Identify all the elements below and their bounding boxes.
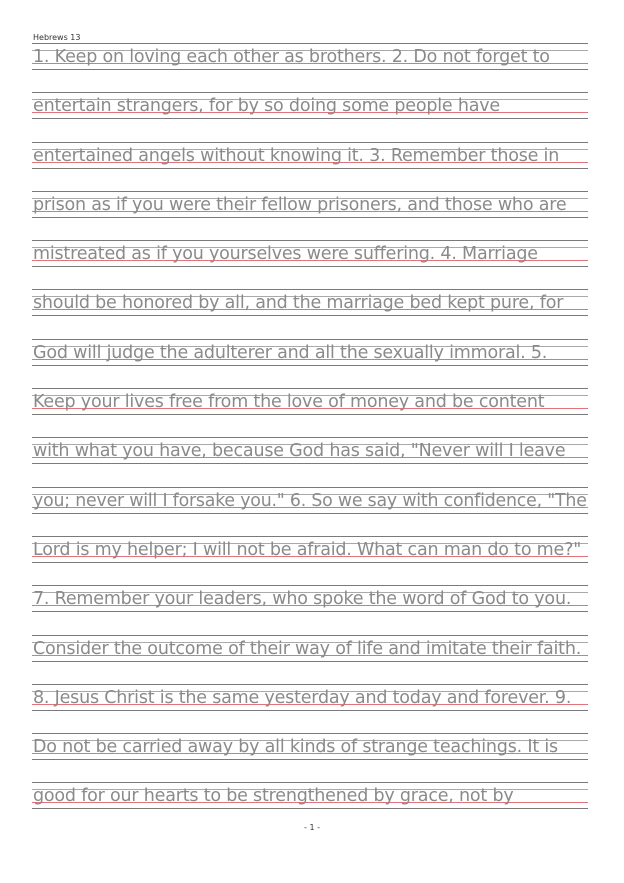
bottom-rule [32, 414, 588, 415]
bottom-rule [32, 808, 588, 809]
tracing-text: 8. Jesus Christ is the same yesterday and today and forever. 9. [33, 687, 572, 708]
tracing-text: prison as if you were their fellow prisoners, and those who are [33, 194, 567, 215]
top-rule [32, 240, 588, 241]
tracing-text: should be honored by all, and the marriage bed kept pure, for [33, 293, 564, 314]
bottom-rule [32, 217, 588, 218]
practice-line [32, 635, 588, 684]
tracing-text: with what you have, because God has said, "Never will I leave [33, 441, 566, 462]
handwriting-practice-sheet [32, 43, 588, 832]
bottom-rule [32, 661, 588, 662]
page-number: - 1 - [304, 823, 320, 832]
top-rule [32, 43, 588, 44]
top-rule [32, 339, 588, 340]
bottom-rule [32, 759, 588, 760]
practice-line [32, 388, 588, 437]
practice-line [32, 142, 588, 191]
tracing-text: good for our hearts to be strengthened by grace, not by [33, 786, 514, 807]
top-rule [32, 487, 588, 488]
bottom-rule [32, 266, 588, 267]
top-rule [32, 585, 588, 586]
practice-line [32, 240, 588, 289]
practice-line [32, 733, 588, 782]
practice-line [32, 92, 588, 141]
top-rule [32, 142, 588, 143]
bottom-rule [32, 315, 588, 316]
practice-line [32, 43, 588, 92]
top-rule [32, 733, 588, 734]
practice-line [32, 585, 588, 634]
tracing-text: Lord is my helper; I will not be afraid. What can man do to me?" [33, 539, 582, 560]
bottom-rule [32, 710, 588, 711]
top-rule [32, 289, 588, 290]
practice-line [32, 191, 588, 240]
bottom-rule [32, 463, 588, 464]
tracing-text: God will judge the adulterer and all the sexually immoral. 5. [33, 342, 548, 363]
top-rule [32, 635, 588, 636]
tracing-text: entertain strangers, for by so doing some people have [33, 96, 500, 117]
bottom-rule [32, 118, 588, 119]
tracing-text: 7. Remember your leaders, who spoke the word of God to you. [33, 589, 572, 610]
practice-line [32, 684, 588, 733]
tracing-text: entertained angels without knowing it. 3. Remember those in [33, 145, 560, 166]
top-rule [32, 536, 588, 537]
tracing-text: mistreated as if you yourselves were suffering. 4. Marriage [33, 244, 538, 265]
practice-line [32, 437, 588, 486]
bottom-rule [32, 168, 588, 169]
top-rule [32, 782, 588, 783]
bottom-rule [32, 611, 588, 612]
document-title: Hebrews 13 [33, 33, 81, 42]
practice-line [32, 289, 588, 338]
top-rule [32, 191, 588, 192]
top-rule [32, 437, 588, 438]
bottom-rule [32, 562, 588, 563]
top-rule [32, 684, 588, 685]
bottom-rule [32, 365, 588, 366]
tracing-text: Keep your lives free from the love of money and be content [33, 392, 545, 413]
bottom-rule [32, 513, 588, 514]
practice-line [32, 536, 588, 585]
bottom-rule [32, 69, 588, 70]
tracing-text: you; never will I forsake you." 6. So we say with confidence, "The [33, 490, 587, 511]
practice-line [32, 339, 588, 388]
top-rule [32, 388, 588, 389]
tracing-text: Consider the outcome of their way of life and imitate their faith. [33, 638, 582, 659]
top-rule [32, 92, 588, 93]
practice-line [32, 487, 588, 536]
tracing-text: 1. Keep on loving each other as brothers. 2. Do not forget to [33, 47, 550, 67]
tracing-text: Do not be carried away by all kinds of strange teachings. It is [33, 737, 558, 758]
